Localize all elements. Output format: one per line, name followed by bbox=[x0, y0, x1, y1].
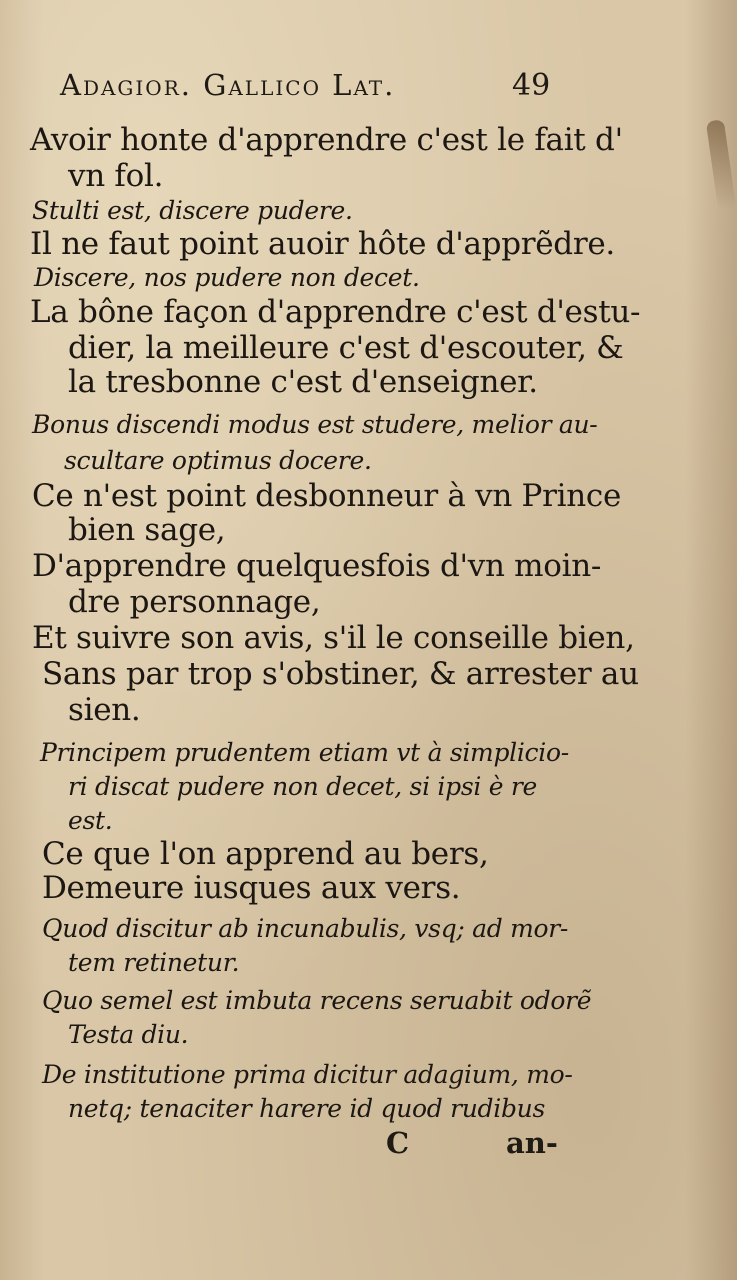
text-line: Demeure iusques aux vers. bbox=[42, 870, 461, 906]
signature-mark: C bbox=[386, 1126, 410, 1160]
text-line: Il ne faut point auoir hôte d'apprẽdre. bbox=[30, 226, 615, 262]
text-line: la tresbonne c'est d'enseigner. bbox=[68, 364, 538, 400]
latin-line: De institutione prima dicitur adagium, mo- bbox=[42, 1060, 573, 1089]
latin-line: Quod discitur ab incunabulis, vsq; ad mor- bbox=[42, 914, 569, 943]
latin-line: Bonus discendi modus est studere, melior au- bbox=[32, 410, 598, 439]
latin-line: netq; tenaciter harere id quod rudibus bbox=[68, 1094, 545, 1123]
text-line: La bône façon d'apprendre c'est d'estu- bbox=[30, 294, 641, 330]
text-line: dier, la meilleure c'est d'escouter, & bbox=[68, 330, 624, 366]
latin-line: Discere, nos pudere non decet. bbox=[34, 263, 420, 292]
text-line: D'apprendre quelquesfois d'vn moin- bbox=[32, 548, 602, 584]
latin-line: tem retinetur. bbox=[68, 948, 240, 977]
page-number: 49 bbox=[512, 68, 551, 103]
text-line: dre personnage, bbox=[68, 584, 321, 620]
latin-line: Quo semel est imbuta recens seruabit odorẽ bbox=[42, 986, 592, 1015]
text-line: bien sage, bbox=[68, 512, 226, 548]
running-head-title: Adagior. Gallico Lat. bbox=[60, 68, 396, 102]
latin-line: Testa diu. bbox=[68, 1020, 189, 1049]
catchword: an- bbox=[506, 1126, 558, 1160]
paper-stain bbox=[706, 119, 736, 211]
text-line: Avoir honte d'apprendre c'est le fait d' bbox=[30, 122, 623, 158]
running-head bbox=[60, 68, 560, 102]
latin-line: scultare optimus docere. bbox=[64, 446, 372, 475]
text-line: Sans par trop s'obstiner, & arrester au bbox=[42, 656, 639, 692]
text-line: sien. bbox=[68, 692, 141, 728]
text-line: Ce que l'on apprend au bers, bbox=[42, 836, 489, 872]
text-line: vn fol. bbox=[68, 158, 164, 194]
latin-line: est. bbox=[68, 806, 113, 835]
text-line: Ce n'est point desbonneur à vn Prince bbox=[32, 478, 622, 514]
latin-line: ri discat pudere non decet, si ipsi è re bbox=[68, 772, 537, 801]
latin-line: Principem prudentem etiam vt à simplicio- bbox=[40, 738, 569, 767]
latin-line: Stulti est, discere pudere. bbox=[32, 196, 353, 225]
text-line: Et suivre son avis, s'il le conseille bien, bbox=[32, 620, 635, 656]
